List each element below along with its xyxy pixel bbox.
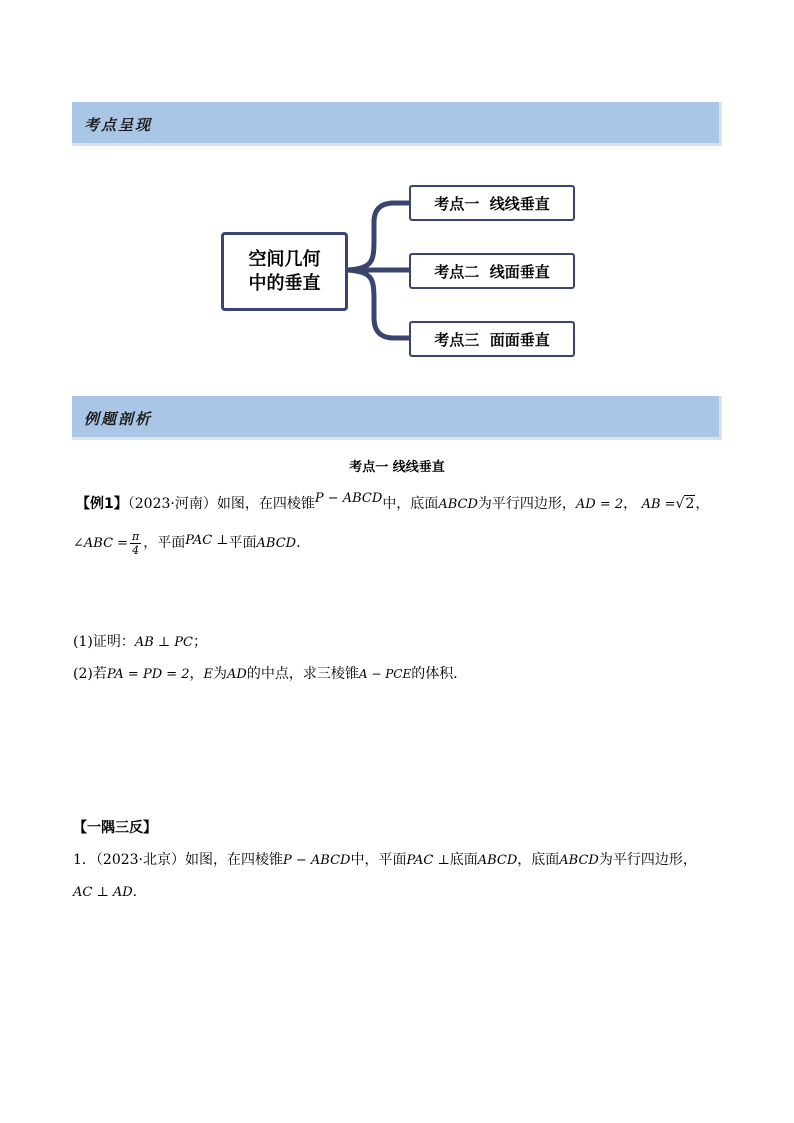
example-1-line-1 [76,491,710,515]
math-run: P − ABCD [283,853,351,868]
math-run: ABCD [559,853,599,868]
text-run: . [296,535,301,551]
math-run: E [203,667,214,682]
math-run: AC ⊥ AD [73,885,133,900]
topic-heading: 考点一 线线垂直 [349,460,445,475]
text-run: 平面 [228,535,257,551]
mindmap-root [221,232,348,311]
section-title: 考点呈现 [84,116,153,134]
fraction-numerator: π [132,529,140,543]
text-run: ， [189,666,204,682]
math-run: PA = PD = 2 [106,667,190,682]
text-run: 为平行四边形， [598,852,697,868]
problem-source: （2023·北京） [95,852,186,868]
mindmap-node-label: 考点三 面面垂直 [434,330,550,349]
mindmap-node-label: 考点二 线面垂直 [434,262,550,281]
math-run: A − PCE [358,667,412,681]
math-run: AB ⊥ PC [134,635,193,650]
text-run: 如图，在四棱锥 [216,496,315,512]
practice-title: 【一隅三反】 [73,820,157,836]
sqrt-radicand: 2 [685,496,695,512]
text-run: 为平行四边形， [477,496,576,512]
fraction [130,530,141,557]
text-run: 中，平面 [350,852,407,868]
example-1-line-2 [73,528,301,559]
problem-number: 1． [73,852,96,868]
mindmap-node-2 [409,253,575,289]
math-run: P − ABCD [314,491,383,506]
question-label: (1)证明： [73,634,135,650]
section-title: 例题剖析 [84,410,153,428]
text-run: 的中点，求三棱锥 [246,666,359,682]
text-run: 为 [213,666,228,682]
text-run: ， [695,496,710,512]
section-banner-liti [72,396,722,440]
text-run: 如图，在四棱锥 [185,852,284,868]
math-run: AD [227,667,247,682]
mindmap-root-label: 空间几何 中的垂直 [248,248,321,294]
question-1 [73,632,207,653]
question-2 [73,664,467,685]
math-run: ABCD [438,497,478,512]
text-run: 中，底面 [382,496,439,512]
math-run: ABCD [256,536,297,551]
text-run: 底面 [449,852,478,868]
practice-1-line-2 [73,882,137,903]
text-run: ； [192,634,207,650]
example-source: （2023·河南） [127,496,217,512]
math-run: ABCD [477,853,518,868]
math-run: AD = 2 [575,497,624,512]
mindmap-node-label: 考点一 线线垂直 [434,194,550,213]
math-run: PAC ⊥ [185,533,229,548]
mindmap-node-1 [409,185,575,221]
math-run: ∠ABC = [73,536,129,551]
sqrt-expression: √2 [675,496,695,512]
fraction-denominator: 4 [132,543,140,557]
math-run: AB = [641,497,676,512]
text-run: ， [623,496,638,512]
question-label: (2)若 [73,666,107,682]
mindmap-connector [0,0,794,400]
text-run: ，平面 [143,535,186,551]
text-run: 的体积． [411,666,468,682]
example-tag: 【例1】 [76,496,128,512]
text-run: . [132,884,138,900]
mindmap-node-3 [409,321,575,357]
text-run: ，底面 [517,852,560,868]
practice-1-line-1 [73,850,697,871]
math-run: PAC ⊥ [406,853,450,868]
